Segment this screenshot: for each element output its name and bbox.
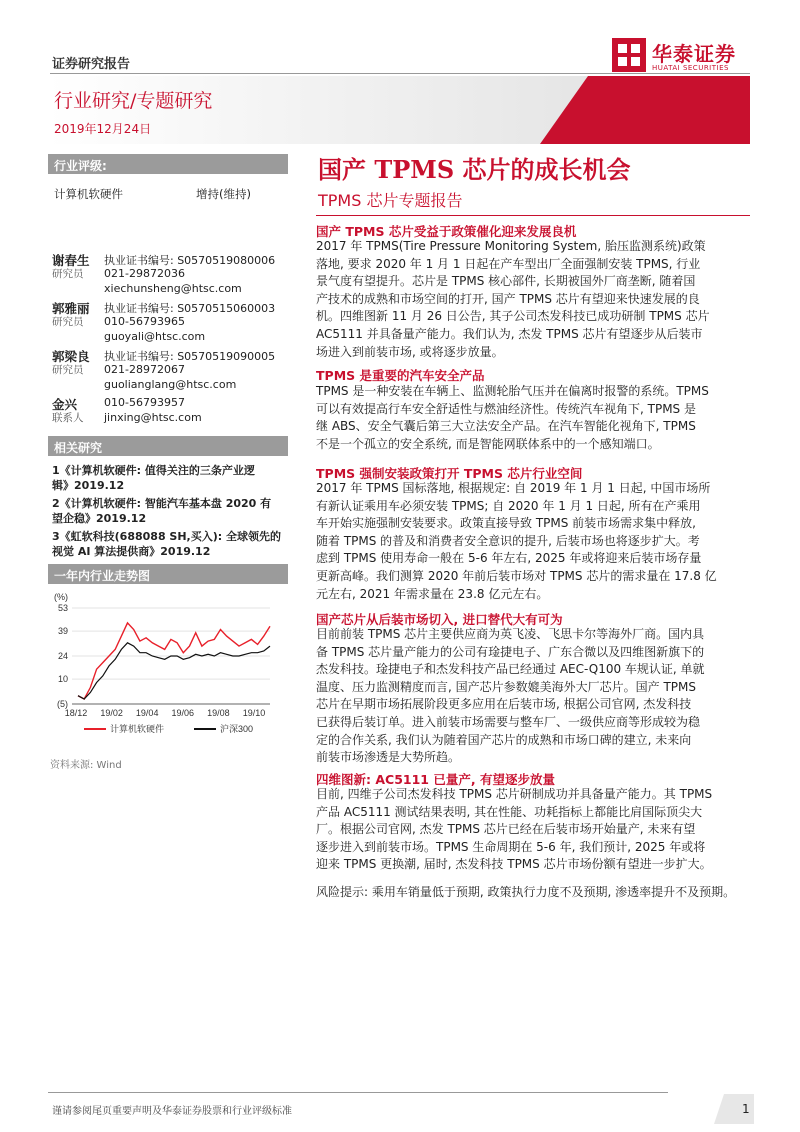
report-date: 2019年12月24日 [54, 122, 152, 136]
page-number: 1 [742, 1102, 750, 1116]
y-unit-label: (%) [54, 592, 68, 602]
section-paragraph [316, 238, 750, 361]
sub-title: TPMS 芯片专题报告 [318, 191, 463, 210]
section-paragraph [316, 383, 750, 453]
analyst-phone: 010-56793965 [104, 315, 185, 328]
related-item-cont[interactable]: 望企稳》2019.12 [52, 512, 147, 525]
section-paragraph [316, 786, 750, 874]
paragraph-line: 继 ABS、安全气囊后第三大立法安全产品。在汽车智能化视角下, TPMS [316, 419, 696, 434]
y-tick-label: 24 [57, 651, 68, 661]
chart-source: 资料来源: Wind [50, 760, 122, 771]
series-line-csi300 [78, 643, 270, 699]
rating-header: 行业评级: [48, 154, 288, 174]
paragraph-line: 已获得后装订单。进入前装市场需要与整车厂、一级供应商等形成较为稳 [316, 714, 701, 729]
analyst-name: 郭梁良 [52, 349, 90, 364]
paragraph-line: 目前前装 TPMS 芯片主要供应商为英飞凌、飞思卡尔等海外厂商。国内具 [316, 627, 705, 641]
paragraph-line: 2017 年 TPMS(Tire Pressure Monitoring System, 胎压监测系统)政策 [316, 239, 706, 253]
paragraph-line: 虑到 TPMS 使用寿命一般在 5-6 年左右, 2025 年或将迎来后装市场存量 [316, 551, 702, 566]
paragraph-line: 杰发科技。琻捷电子和杰发科技产品已经通过 AEC-Q100 车规认证, 单就 [316, 662, 705, 677]
analyst-cert: 执业证书编号: S0570515060003 [104, 302, 276, 315]
section-heading: TPMS 是重要的汽车安全产品 [316, 368, 485, 383]
x-tick-label: 19/04 [135, 708, 159, 718]
paragraph-line: 场进入到前装市场, 或将逐步放量。 [316, 344, 504, 359]
report-category: 行业研究/专题研究 [54, 90, 213, 112]
analyst-phone: 021-29872036 [104, 267, 185, 280]
footer-rule [48, 1092, 668, 1093]
section-paragraph [316, 626, 750, 767]
paragraph-line: 温度、压力监测精度而言, 国产芯片参数媲美海外大厂芯片。国产 TPMS [316, 679, 696, 694]
analyst-name: 金兴 [52, 397, 78, 412]
footer-disclaimer[interactable]: 谨请参阅尾页重要声明及华泰证券股票和行业评级标准 [52, 1106, 292, 1117]
y-tick-label: 53 [57, 603, 68, 613]
paragraph-line: 厂。根据公司官网, 杰发 TPMS 芯片已经在后装市场开始量产, 未来有望 [316, 822, 696, 837]
paragraph-line: 元左右, 2021 年需求量在 23.8 亿元左右。 [316, 586, 549, 601]
rating-industry: 计算机软硬件 [54, 187, 123, 201]
paragraph-line: TPMS 是一种安装在车辆上、监测轮胎气压并在偏离时报警的系统。TPMS [316, 384, 709, 398]
rating-value: 增持(维持) [196, 187, 251, 201]
paragraph-line: 目前, 四维子公司杰发科技 TPMS 芯片研制成功并具备量产能力。其 TPMS [316, 787, 713, 801]
trend-chart [48, 588, 288, 748]
x-tick-label: 19/08 [207, 708, 230, 718]
paragraph-line: 产品 AC5111 测试结果表明, 其在性能、功耗指标上都能比肩国际顶尖大 [316, 804, 703, 819]
logo-text-cn: 华泰证券 [652, 42, 736, 66]
paragraph-line: 芯片在早期市场拓展阶段更多应用在后装市场, 根据公司官网, 杰发科技 [316, 697, 692, 712]
related-research-header: 相关研究 [48, 436, 288, 456]
legend-label: 沪深300 [220, 724, 254, 734]
paragraph-line: 迎来 TPMS 更换潮, 届时, 杰发科技 TPMS 芯片市场份额有望进一步扩大。 [316, 857, 712, 872]
report-type-label: 证券研究报告 [52, 57, 131, 72]
x-tick-label: 19/10 [242, 708, 266, 718]
paragraph-line: 不是一个孤立的安全系统, 而是智能网联体系中的一个感知端口。 [316, 436, 660, 451]
analyst-role: 联系人 [52, 412, 84, 424]
analyst-phone: 021-28972067 [104, 363, 185, 376]
analyst-role: 研究员 [52, 316, 84, 328]
analyst-name: 谢春生 [52, 253, 90, 268]
paragraph-line: 景气度有望提升。芯片是 TPMS 核心部件, 长期被国外厂商垄断, 随着国 [316, 274, 696, 289]
analyst-email[interactable]: guoyali@htsc.com [104, 330, 206, 343]
paragraph-line: 更新高峰。我们测算 2020 年前后装市场对 TPMS 芯片的需求量在 17.8 亿 [316, 568, 717, 583]
analyst-cert: 执业证书编号: S0570519080006 [104, 254, 276, 267]
x-tick-label: 19/02 [100, 708, 123, 718]
analyst-role: 研究员 [52, 268, 84, 280]
paragraph-line: 备 TPMS 芯片量产能力的公司有琻捷电子、广东合微以及四维图新旗下的 [316, 644, 705, 659]
analyst-email[interactable]: xiechunsheng@htsc.com [104, 282, 242, 295]
paragraph-line: 落地, 要求 2020 年 1 月 1 日起在产车型出厂全面强制安装 TPMS, 行业 [316, 256, 701, 271]
related-item-cont[interactable]: 辑》2019.12 [52, 479, 125, 492]
section-heading: 国产 TPMS 芯片受益于政策催化迎来发展良机 [316, 224, 577, 239]
y-tick-label: 10 [57, 674, 68, 685]
related-item[interactable]: 2《计算机软硬件: 智能汽车基本盘 2020 有 [52, 497, 272, 510]
analyst-role: 研究员 [52, 364, 84, 376]
paragraph-line: 有新认证乘用车必须安装 TPMS; 自 2020 年 1 月 1 日起, 所有在产乘用 [316, 498, 701, 513]
y-tick-label: (5) [57, 699, 68, 709]
paragraph-line: 车开始实施强制安装要求。政策直接导致 TPMS 前装市场需求集中释放, [316, 516, 696, 531]
section-heading: TPMS 强制安装政策打开 TPMS 芯片行业空间 [316, 466, 583, 481]
section-heading: 四维图新: AC5111 已量产, 有望逐步放量 [316, 772, 555, 787]
series-line-industry [78, 623, 270, 699]
trend-chart-header: 一年内行业走势图 [48, 564, 288, 584]
paragraph-line: 可以有效提高行车安全舒适性与燃油经济性。传统汽车视角下, TPMS 是 [316, 401, 696, 416]
section-paragraph [316, 480, 750, 603]
main-title: 国产 TPMS 芯片的成长机会 [318, 155, 631, 184]
x-tick-label: 18/12 [64, 708, 88, 718]
paragraph-line: 逐步进入到前装市场。TPMS 生命周期在 5-6 年, 我们预计, 2025 年或将 [316, 839, 706, 854]
paragraph-line: 前装市场渗透是大势所趋。 [316, 750, 461, 765]
x-tick-label: 19/06 [171, 708, 195, 718]
section-heading: 国产芯片从后装市场切入, 进口替代大有可为 [316, 612, 563, 627]
related-item[interactable]: 3《虹软科技(688088 SH,买入): 全球领先的 [52, 530, 281, 543]
analyst-email[interactable]: jinxing@htsc.com [104, 411, 202, 424]
paragraph-line: AC5111 并具备量产能力。我们认为, 杰发 TPMS 芯片有望逐步从后装市 [316, 326, 703, 341]
logo-text-en: HUATAI SECURITIES [652, 64, 729, 72]
related-item-cont[interactable]: 视觉 AI 算法提供商》2019.12 [52, 545, 211, 558]
header-rule [50, 73, 750, 74]
huatai-logo-icon [612, 38, 646, 72]
legend-label: 计算机软硬件 [110, 724, 165, 734]
analyst-cert: 执业证书编号: S0570519090005 [104, 350, 276, 363]
y-tick-label: 39 [57, 626, 68, 637]
risk-warning: 风险提示: 乘用车销量低于预期, 政策执行力度不及预期, 渗透率提升不及预期。 [316, 885, 736, 899]
paragraph-line: 2017 年 TPMS 国标落地, 根据规定: 自 2019 年 1 月 1 日起, 中国市场所 [316, 481, 711, 495]
analyst-phone: 010-56793957 [104, 396, 185, 409]
related-item[interactable]: 1《计算机软硬件: 值得关注的三条产业逻 [52, 464, 255, 477]
paragraph-line: 随着 TPMS 的普及和消费者安全意识的提升, 后装市场也将逐步扩大。考 [316, 533, 700, 548]
title-rule [316, 215, 750, 216]
paragraph-line: 定的合作关系, 我们认为随着国产芯片的成熟和市场口碑的建立, 未来向 [316, 732, 692, 747]
paragraph-line: 产技术的成熟和市场空间的打开, 国产 TPMS 芯片有望迎来快速发展的良 [316, 291, 700, 306]
analyst-email[interactable]: guolianglang@htsc.com [104, 378, 237, 391]
analyst-name: 郭雅丽 [52, 301, 90, 316]
paragraph-line: 机。四维图新 11 月 26 日公告, 其子公司杰发科技已成功研制 TPMS 芯片 [316, 309, 710, 324]
